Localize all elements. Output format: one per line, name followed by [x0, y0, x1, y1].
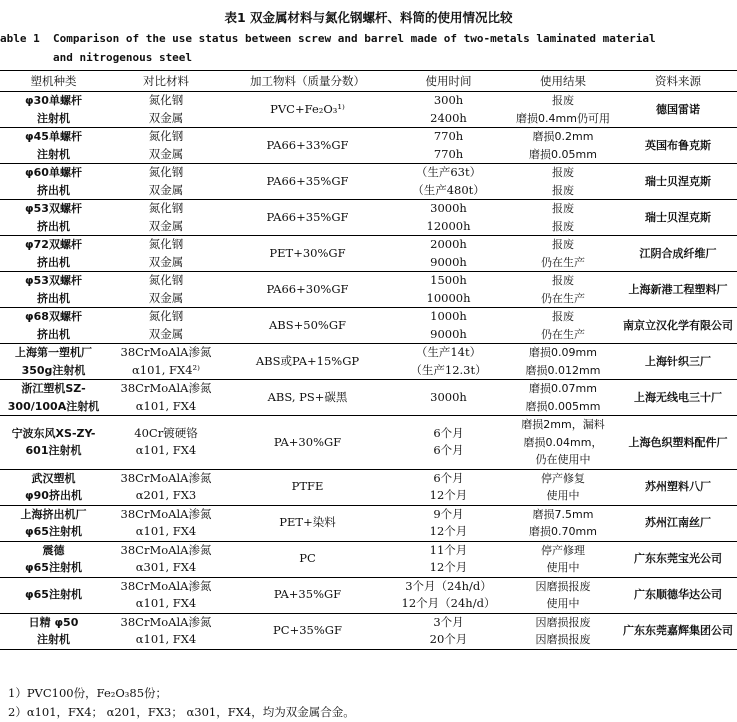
cell-time	[390, 272, 507, 308]
footnote-1: 1）PVC100份，Fe₂O₃85份；	[8, 686, 168, 700]
cell-result	[507, 128, 619, 164]
cell-result-line: 报废	[552, 202, 574, 215]
cell-machine-type-line: 浙江塑机SZ-	[21, 382, 86, 395]
cell-result-line: 磨损0.005mm	[525, 399, 601, 413]
cell-time	[390, 416, 507, 470]
cell-machine-type-line: 日精 φ50	[28, 615, 79, 629]
cell-machine-type	[0, 416, 107, 470]
cell-material	[107, 308, 225, 344]
table-row	[0, 344, 737, 380]
cell-result-line: 报废	[552, 219, 574, 233]
table-row	[0, 128, 737, 164]
cell-material	[107, 344, 225, 380]
cell-feed: PA66+33%GF	[225, 128, 390, 164]
cell-result-line: 停产修理	[541, 543, 585, 557]
cell-machine-type	[0, 128, 107, 164]
cell-machine-type-line: 350g注射机	[21, 363, 86, 377]
cell-machine-type-line: φ45单螺杆	[25, 130, 82, 143]
cell-source: 广东东莞宝光公司	[619, 541, 737, 577]
cell-time-line: 6个月	[433, 425, 464, 440]
cell-source: 南京立汉化学有限公司	[619, 308, 737, 344]
cell-feed: PA+35%GF	[225, 577, 390, 613]
cell-material-line: 双金属	[148, 290, 184, 305]
cell-result-line: 报废	[552, 94, 574, 107]
cell-result-line: 磨损0.70mm	[529, 525, 597, 538]
cell-material-line: 38CrMoAlA渗氮	[120, 614, 212, 629]
cell-time-line: 3000h	[430, 389, 467, 404]
cell-result-line: 仍在使用中	[535, 453, 591, 466]
cell-time-line: 2000h	[430, 237, 467, 251]
cell-time-line: 12000h	[426, 218, 471, 233]
cell-result-line: 报废	[552, 274, 574, 287]
cell-material-line: 双金属	[148, 326, 184, 341]
cell-time-line: 10000h	[426, 290, 471, 305]
cell-time-line: 3个月（24h/d）	[405, 578, 492, 593]
cell-time	[390, 541, 507, 577]
cell-machine-type-line: φ90挤出机	[25, 489, 82, 502]
cell-source: 上海针织三厂	[619, 344, 737, 380]
table-title-cn: 表1 双金属材料与氮化钢螺杆、料筒的使用情况比较	[224, 10, 513, 25]
cell-material-line: 双金属	[148, 182, 184, 197]
cell-material	[107, 469, 225, 505]
cell-feed: PET+30%GF	[225, 236, 390, 272]
cell-result-line: 因磨损报废	[535, 579, 591, 593]
cell-material-line: α101, FX4²⁾	[132, 362, 200, 377]
table-title-en	[0, 29, 737, 67]
cell-machine-type-line: 注射机	[37, 147, 70, 161]
cell-machine-type	[0, 308, 107, 344]
header-machine-type: 塑机种类	[0, 71, 107, 92]
cell-material-line: α201, FX3	[135, 488, 197, 502]
cell-material	[107, 541, 225, 577]
cell-result-line: 使用中	[546, 597, 580, 610]
cell-material-line: 38CrMoAlA渗氮	[120, 542, 212, 557]
table-row	[0, 505, 737, 541]
header-material: 对比材料	[107, 71, 225, 92]
table-row	[0, 577, 737, 613]
cell-time-line: 12个月（24h/d）	[401, 596, 496, 610]
table-row	[0, 380, 737, 416]
table-title-en-line2: and nitrogenous steel	[0, 51, 193, 64]
cell-machine-type	[0, 92, 107, 128]
cell-machine-type	[0, 577, 107, 613]
cell-source: 上海无线电三十厂	[619, 380, 737, 416]
cell-result-line: 磨损0.4mm仍可用	[516, 111, 610, 125]
cell-result-line: 因磨损报废	[535, 633, 591, 646]
cell-time-line: （生产63t）	[415, 165, 482, 179]
cell-machine-type-line: 300/100A注射机	[7, 399, 100, 413]
cell-source: 英国布鲁克斯	[619, 128, 737, 164]
cell-time	[390, 344, 507, 380]
cell-material	[107, 164, 225, 200]
cell-result-line: 磨损2mm，漏料	[521, 418, 605, 431]
cell-machine-type-line: φ30单螺杆	[25, 94, 82, 107]
cell-material	[107, 236, 225, 272]
cell-result-line: 因磨损报废	[535, 615, 591, 629]
cell-time-line: 12个月	[429, 560, 468, 574]
cell-result	[507, 613, 619, 649]
cell-time-line: 9个月	[433, 506, 464, 521]
cell-time-line: 6个月	[433, 470, 464, 485]
cell-time-line: 20个月	[429, 632, 468, 646]
cell-feed: PA66+35%GF	[225, 164, 390, 200]
cell-material-line: 氮化钢	[148, 129, 184, 143]
cell-result-line: 磨损0.2mm	[532, 130, 594, 143]
cell-machine-type	[0, 469, 107, 505]
cell-machine-type-line: 注射机	[37, 111, 70, 125]
cell-material	[107, 577, 225, 613]
cell-feed: ABS+50%GF	[225, 308, 390, 344]
cell-material	[107, 200, 225, 236]
table-row	[0, 613, 737, 649]
cell-time	[390, 92, 507, 128]
cell-result	[507, 200, 619, 236]
cell-material-line: α101, FX4	[135, 398, 197, 413]
cell-result	[507, 308, 619, 344]
cell-time-line: 2400h	[430, 110, 467, 125]
cell-machine-type-line: 挤出机	[37, 291, 70, 305]
cell-machine-type	[0, 541, 107, 577]
cell-time-line: 3个月	[433, 614, 464, 629]
cell-machine-type-line: φ53双螺杆	[25, 274, 82, 287]
cell-machine-type-line: φ72双螺杆	[25, 238, 82, 251]
cell-machine-type	[0, 200, 107, 236]
cell-machine-type	[0, 613, 107, 649]
cell-material-line: 38CrMoAlA渗氮	[120, 345, 212, 359]
cell-result-line: 仍在生产	[541, 255, 585, 269]
cell-time-line: 9000h	[430, 326, 467, 341]
cell-material	[107, 92, 225, 128]
cell-time	[390, 469, 507, 505]
cell-result-line: 磨损0.09mm	[529, 346, 597, 359]
cell-result	[507, 92, 619, 128]
cell-machine-type-line: 挤出机	[37, 255, 70, 269]
cell-material-line: 氮化钢	[148, 165, 184, 179]
table-footnotes	[8, 684, 355, 722]
cell-feed: ABS, PS+碳黑	[225, 380, 390, 416]
cell-time	[390, 236, 507, 272]
cell-machine-type-line: φ68双螺杆	[25, 310, 82, 323]
cell-time-line: 770h	[433, 129, 464, 143]
table-row	[0, 236, 737, 272]
cell-machine-type-line: φ65注射机	[25, 561, 82, 574]
cell-machine-type-line: 挤出机	[37, 219, 70, 233]
cell-material-line: 氮化钢	[148, 237, 184, 251]
cell-source: 德国雷诺	[619, 92, 737, 128]
cell-material	[107, 380, 225, 416]
cell-material	[107, 505, 225, 541]
cell-time-line: 3000h	[430, 201, 467, 215]
cell-material-line: 双金属	[148, 254, 184, 269]
cell-machine-type-line: φ53双螺杆	[25, 202, 82, 215]
cell-result-line: 报废	[552, 166, 574, 179]
cell-source: 上海色织塑料配件厂	[619, 416, 737, 470]
cell-material-line: 双金属	[148, 146, 184, 161]
cell-machine-type	[0, 164, 107, 200]
cell-time	[390, 128, 507, 164]
cell-time	[390, 164, 507, 200]
cell-material	[107, 613, 225, 649]
cell-result-line: 停产修复	[541, 471, 585, 485]
cell-machine-type	[0, 505, 107, 541]
cell-result	[507, 505, 619, 541]
cell-machine-type-line: 上海第一塑机厂	[15, 346, 92, 359]
cell-machine-type-line: 震德	[42, 543, 65, 557]
cell-source: 瑞士贝涅克斯	[619, 200, 737, 236]
cell-feed: ABS或PA+15%GP	[225, 344, 390, 380]
cell-time-line: 12个月	[429, 524, 468, 538]
cell-result-line: 使用中	[546, 561, 580, 574]
table-row	[0, 416, 737, 470]
cell-material-line: α101, FX4	[135, 524, 197, 538]
cell-material-line: α101, FX4	[135, 596, 197, 610]
cell-result-line: 使用中	[546, 489, 580, 502]
cell-result-line: 报废	[552, 310, 574, 323]
cell-machine-type-line: φ60单螺杆	[25, 166, 82, 179]
cell-machine-type-line: 601注射机	[25, 444, 82, 458]
cell-feed: PA66+35%GF	[225, 200, 390, 236]
cell-result-line: 报废	[552, 238, 574, 251]
cell-material-line: 氮化钢	[148, 93, 184, 107]
cell-time-line: （生产12.3t）	[410, 362, 487, 377]
table-header-row	[0, 71, 737, 92]
cell-time	[390, 613, 507, 649]
cell-result	[507, 164, 619, 200]
cell-result	[507, 577, 619, 613]
cell-machine-type	[0, 236, 107, 272]
cell-result	[507, 344, 619, 380]
cell-time-line: 9000h	[430, 254, 467, 269]
cell-result-line: 磨损0.05mm	[529, 147, 597, 161]
cell-material	[107, 416, 225, 470]
header-source: 资料来源	[619, 71, 737, 92]
table-row	[0, 469, 737, 505]
cell-material-line: 38CrMoAlA渗氮	[120, 578, 212, 593]
cell-result-line: 仍在生产	[541, 291, 585, 305]
cell-feed: PTFE	[225, 469, 390, 505]
cell-material-line: α301, FX4	[135, 560, 197, 574]
cell-time-line: 11个月	[429, 542, 468, 557]
cell-time	[390, 505, 507, 541]
cell-source: 广东东莞嘉辉集团公司	[619, 613, 737, 649]
cell-result	[507, 469, 619, 505]
cell-result-line: 磨损0.07mm	[529, 382, 597, 395]
header-result: 使用结果	[507, 71, 619, 92]
cell-time-line: （生产14t）	[415, 345, 482, 359]
cell-time-line: 300h	[433, 93, 464, 107]
cell-result-line: 磨损7.5mm	[532, 507, 594, 521]
cell-result	[507, 541, 619, 577]
cell-material-line: 氮化钢	[148, 201, 184, 215]
cell-material-line: 双金属	[148, 218, 184, 233]
table-row	[0, 541, 737, 577]
cell-source: 上海新港工程塑料厂	[619, 272, 737, 308]
cell-time-line: 1000h	[430, 309, 467, 323]
cell-time-line: 6个月	[433, 443, 464, 458]
cell-time	[390, 577, 507, 613]
table-body	[0, 92, 737, 650]
cell-machine-type	[0, 272, 107, 308]
comparison-table	[0, 70, 737, 650]
cell-material-line: 40Cr镀硬铬	[134, 425, 198, 440]
cell-source: 瑞士贝涅克斯	[619, 164, 737, 200]
cell-machine-type-line: 宁波东风XS-ZY-	[11, 426, 96, 440]
cell-machine-type	[0, 344, 107, 380]
cell-source: 苏州塑料八厂	[619, 469, 737, 505]
cell-time	[390, 380, 507, 416]
cell-feed: PVC+Fe₂O₃¹⁾	[225, 92, 390, 128]
cell-material-line: 38CrMoAlA渗氮	[120, 506, 212, 521]
cell-material-line: 氮化钢	[148, 309, 184, 323]
cell-machine-type-line: 武汉塑机	[31, 471, 76, 485]
cell-time-line: 770h	[433, 146, 464, 161]
cell-time-line: 1500h	[430, 273, 467, 287]
cell-material-line: 38CrMoAlA渗氮	[120, 470, 212, 485]
cell-machine-type-line: 上海挤出机厂	[20, 507, 87, 521]
cell-result	[507, 236, 619, 272]
cell-time	[390, 308, 507, 344]
cell-time-line: 12个月	[429, 488, 468, 502]
cell-source: 苏州江南丝厂	[619, 505, 737, 541]
cell-machine-type	[0, 380, 107, 416]
cell-result-line: 磨损0.04mm，	[523, 435, 603, 449]
table-row	[0, 200, 737, 236]
table-row	[0, 92, 737, 128]
cell-feed: PC	[225, 541, 390, 577]
cell-time-line: （生产480t）	[412, 182, 485, 197]
cell-material	[107, 128, 225, 164]
table-row	[0, 308, 737, 344]
cell-material-line: α101, FX4	[135, 632, 197, 646]
footnote-2: 2）α101，FX4； α201，FX3； α301，FX4，均为双金属合金。	[8, 705, 355, 719]
header-feed: 加工物料（质量分数）	[225, 71, 390, 92]
cell-feed: PA+30%GF	[225, 416, 390, 470]
cell-machine-type-line: φ65注射机	[25, 588, 82, 602]
cell-result-line: 报废	[552, 183, 574, 197]
cell-result	[507, 380, 619, 416]
table-title-en-line1: able 1 Comparison of the use status between screw and barrel made of two-metals laminated material	[0, 32, 656, 45]
cell-material-line: 氮化钢	[148, 273, 184, 287]
table-row	[0, 164, 737, 200]
cell-machine-type-line: 注射机	[37, 633, 70, 646]
cell-source: 广东顺德华达公司	[619, 577, 737, 613]
cell-time	[390, 200, 507, 236]
cell-material	[107, 272, 225, 308]
cell-machine-type-line: 挤出机	[37, 327, 70, 341]
cell-material-line: 双金属	[148, 110, 184, 125]
cell-feed: PC+35%GF	[225, 613, 390, 649]
cell-machine-type-line: 挤出机	[37, 183, 70, 197]
cell-feed: PA66+30%GF	[225, 272, 390, 308]
table-row	[0, 272, 737, 308]
header-time: 使用时间	[390, 71, 507, 92]
cell-result-line: 磨损0.012mm	[525, 363, 601, 377]
cell-machine-type-line: φ65注射机	[25, 525, 82, 538]
cell-source: 江阴合成纤维厂	[619, 236, 737, 272]
cell-feed: PET+染料	[225, 505, 390, 541]
cell-result	[507, 272, 619, 308]
cell-result	[507, 416, 619, 470]
cell-material-line: 38CrMoAlA渗氮	[120, 381, 212, 395]
cell-material-line: α101, FX4	[135, 443, 197, 458]
cell-result-line: 仍在生产	[541, 327, 585, 341]
